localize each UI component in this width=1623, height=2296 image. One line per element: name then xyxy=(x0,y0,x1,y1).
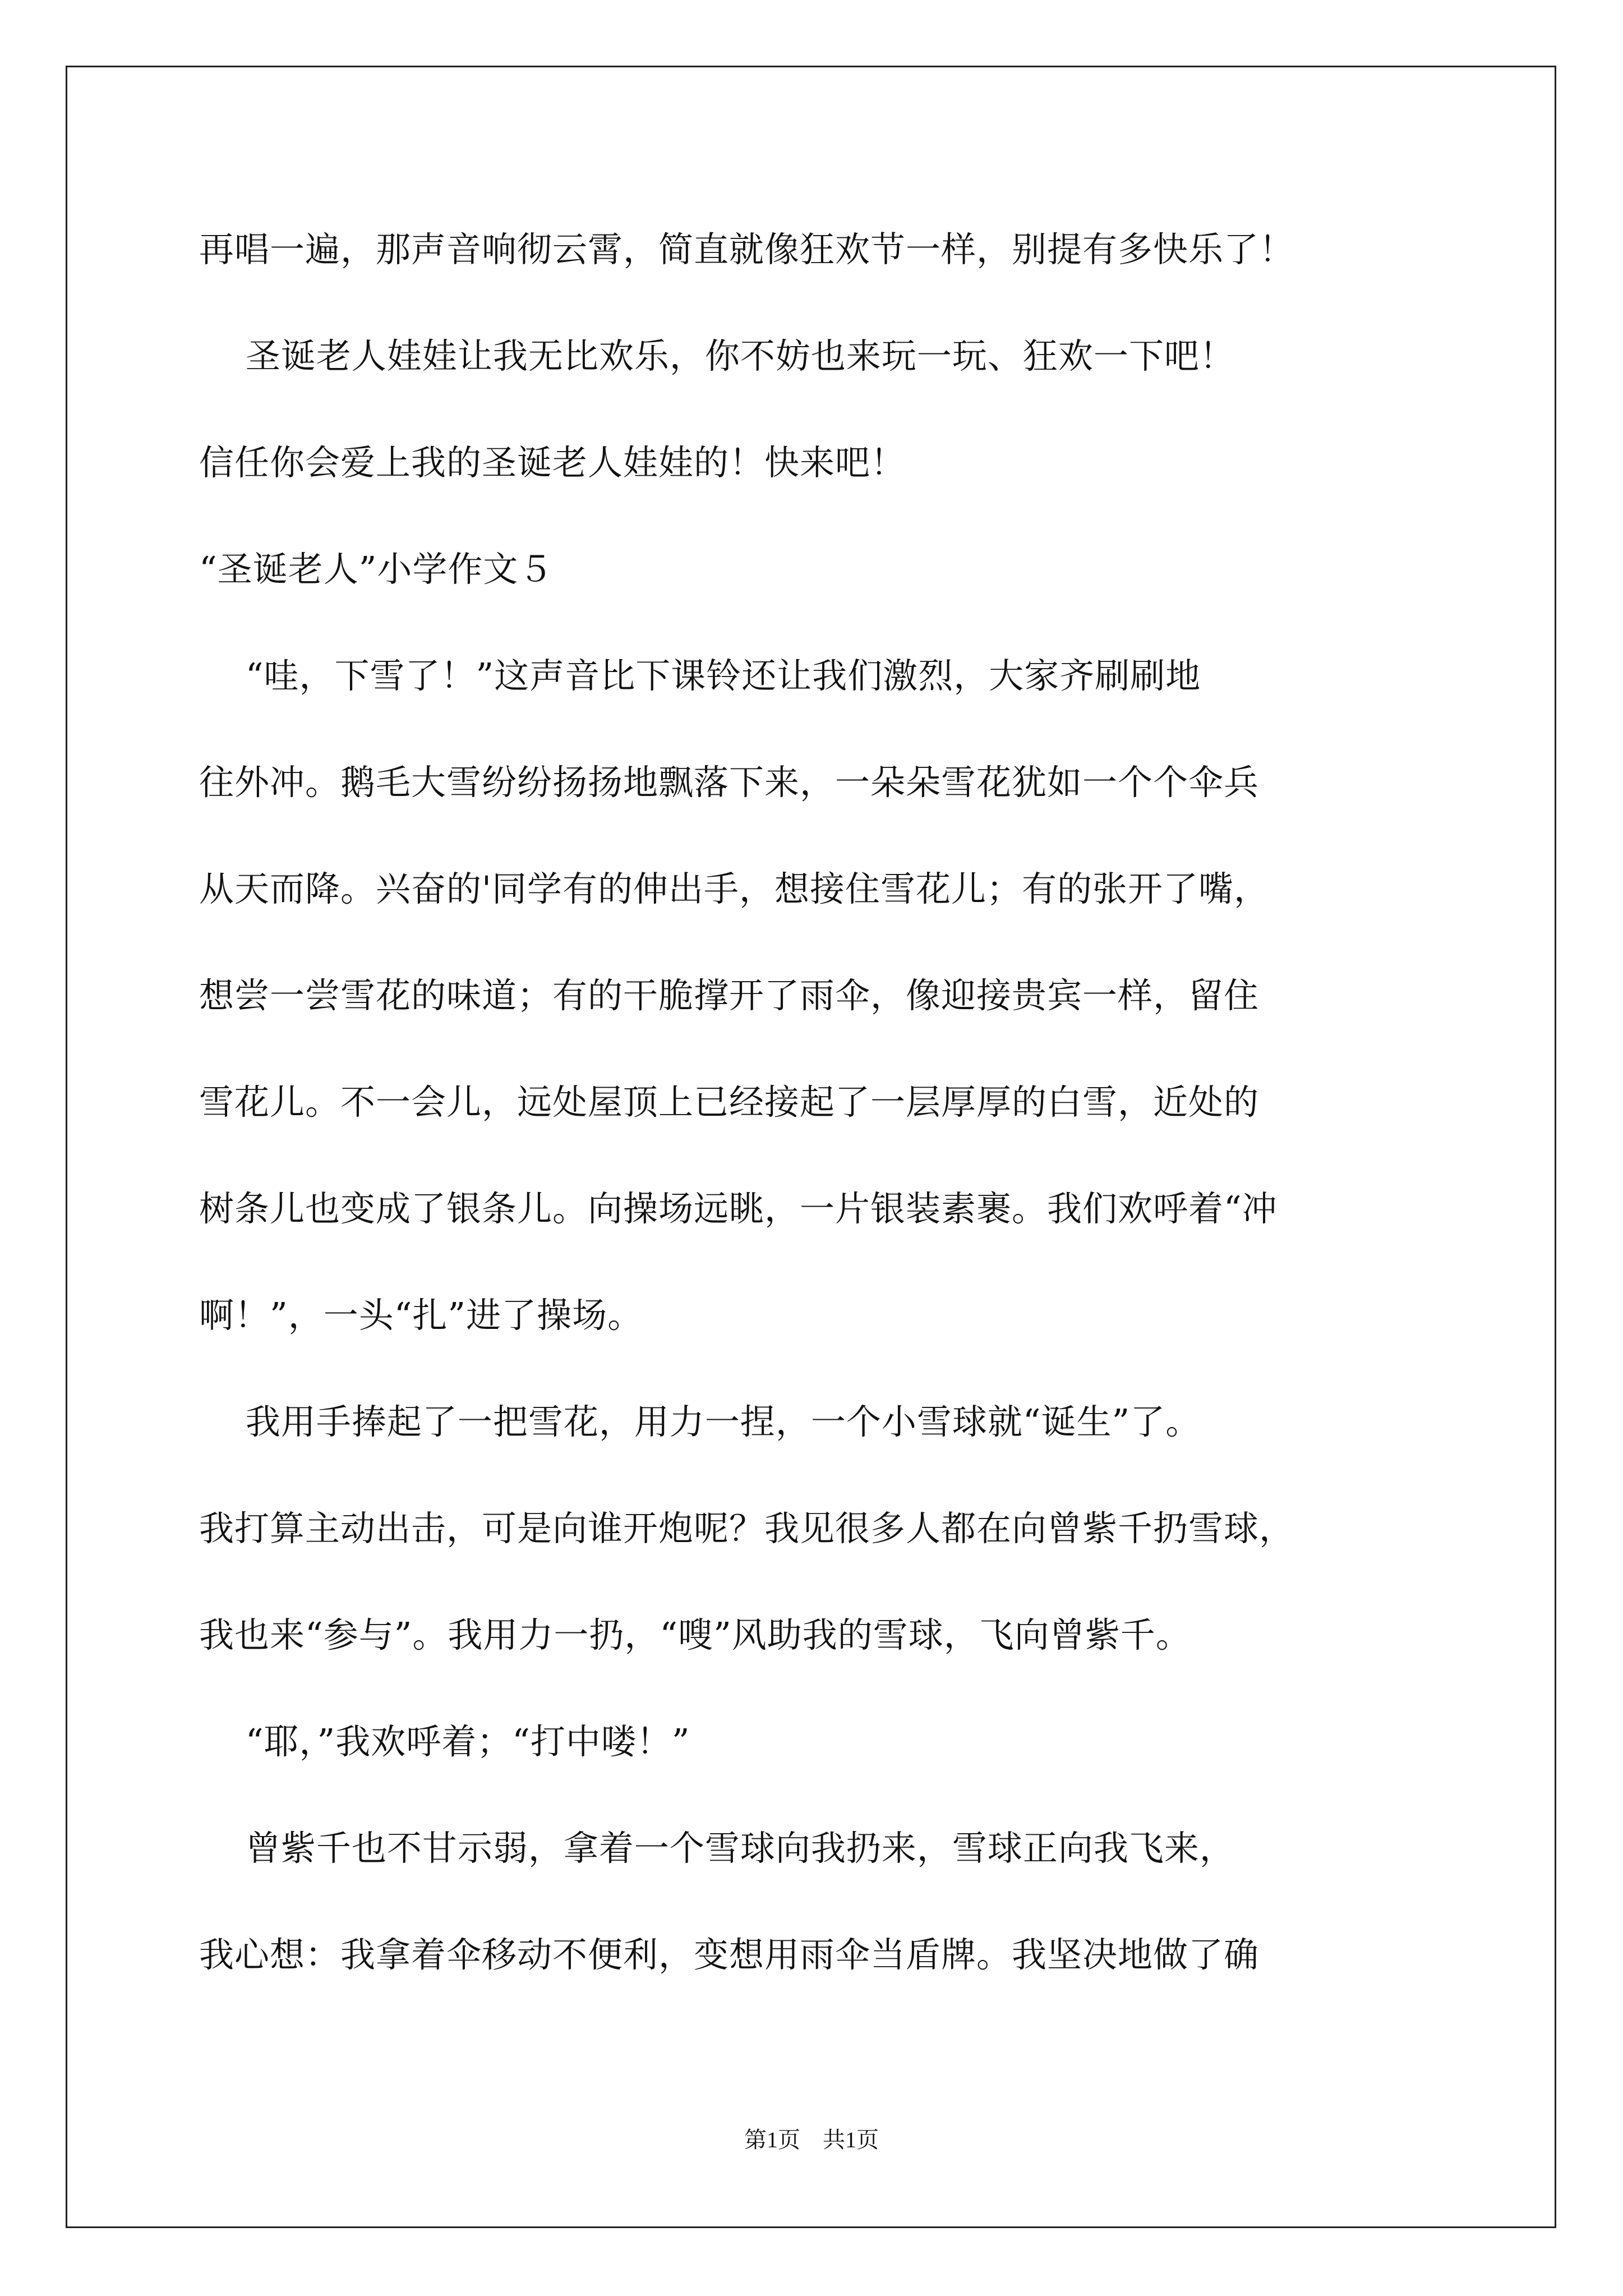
text-line: 曾紫千也不甘示弱，拿着一个雪球向我扔来，雪球正向我飞来， xyxy=(199,1828,1235,1869)
text-line: 啊！”，一头“扎”进了操场。 xyxy=(199,1295,643,1336)
text-line: 我用手捧起了一把雪花，用力一捏，一个小雪球就“诞生”了。 xyxy=(199,1401,1201,1442)
text-line: 圣诞老人娃娃让我无比欢乐，你不妨也来玩一玩、狂欢一下吧！ xyxy=(199,335,1235,376)
text-line: 想尝一尝雪花的味道；有的干脆撑开了雨伞，像迎接贵宾一样，留住 xyxy=(199,975,1260,1016)
page-footer: 第1页 共1页 xyxy=(744,2127,879,2152)
text-line: 树条儿也变成了银条儿。向操场远眺，一片银装素裹。我们欢呼着“冲 xyxy=(199,1188,1278,1229)
text-line: “哇，下雪了！”这声音比下课铃还让我们激烈，大家齐刷刷地 xyxy=(199,655,1201,696)
section-heading: “圣诞老人”小学作文５ xyxy=(199,549,554,590)
text-line: 我心想：我拿着伞移动不便利，变想用雨伞当盾牌。我坚决地做了确 xyxy=(199,1934,1260,1975)
text-line: 雪花儿。不一会儿，远处屋顶上已经接起了一层厚厚的白雪，近处的 xyxy=(199,1082,1260,1122)
text-line: 往外冲。鹅毛大雪纷纷扬扬地飘落下来，一朵朵雪花犹如一个个伞兵 xyxy=(199,762,1260,803)
text-line: “耶，”我欢呼着；“打中喽！” xyxy=(199,1721,690,1762)
page-border xyxy=(66,66,1556,2228)
text-line: 我也来“参与”。我用力一扔，“嗖”风助我的雪球，飞向曾紫千。 xyxy=(199,1614,1191,1655)
text-line: 我打算主动出击，可是向谁开炮呢？我见很多人都在向曾紫千扔雪球， xyxy=(199,1508,1295,1549)
text-line: 从天而降。兴奋的'同学有的伸出手，想接住雪花儿；有的张开了嘴， xyxy=(199,868,1270,909)
text-line: 信任你会爱上我的圣诞老人娃娃的！快来吧！ xyxy=(199,442,906,483)
text-line: 再唱一遍，那声音响彻云霄，简直就像狂欢节一样，别提有多快乐了！ xyxy=(199,229,1295,270)
